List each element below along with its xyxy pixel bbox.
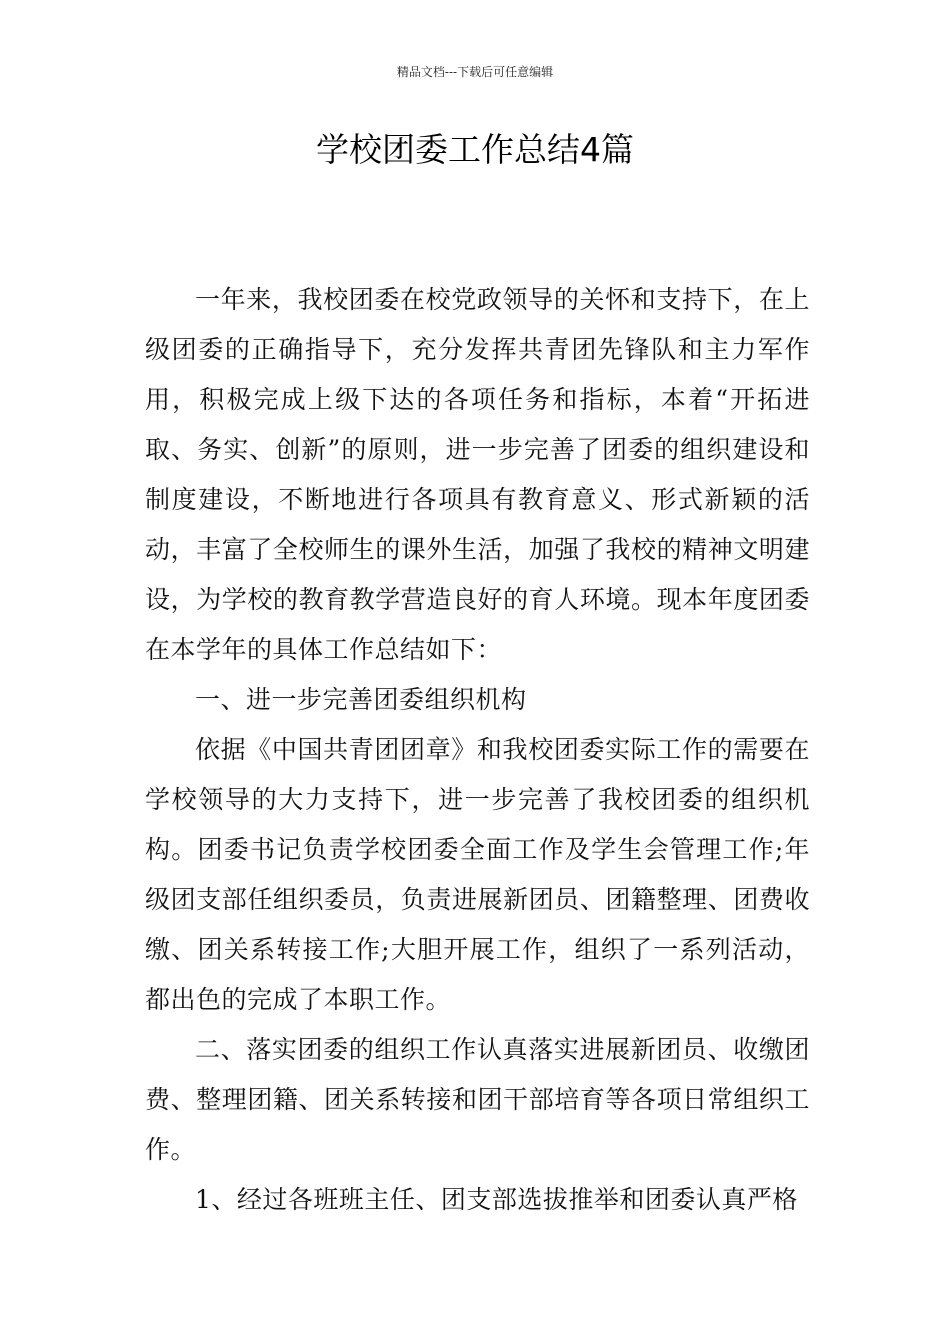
paragraph-intro: 一年来，我校团委在校党政领导的关怀和支持下，在上级团委的正确指导下，充分发挥共青团先锋队和主力军作用，积极完成上级下达的各项任务和指标，本着“开拓进取、务实、创新”的原则，进一步完善了团委的组织建设和制度建设，不断地进行各项具有教育意义、形式新颖的活动，丰富了全校师生的课外生活，加强了我校的精神文明建设，为学校的教育教学营造良好的育人环境。现本年度团委在本学年的具体工作总结如下： bbox=[145, 285, 810, 664]
document-body bbox=[145, 275, 810, 1225]
header-note: 精品文档---下载后可任意编辑 bbox=[396, 65, 554, 79]
paragraph-item-1: 1、经过各班班主任、团支部选拔推举和团委认真严格 bbox=[195, 1185, 798, 1214]
page-title: 学校团委工作总结4篇 bbox=[316, 130, 634, 169]
paragraph-section-2: 二、落实团委的组织工作认真落实进展新团员、收缴团费、整理团籍、团关系转接和团干部培育等各项日常组织工作。 bbox=[145, 1035, 810, 1164]
paragraph-section-1-heading: 一、进一步完善团委组织机构 bbox=[195, 685, 527, 714]
paragraph-section-1-body: 依据《中国共青团团章》和我校团委实际工作的需要在学校领导的大力支持下，进一步完善了我校团委的组织机构。团委书记负责学校团委全面工作及学生会管理工作;年级团支部任组织委员，负责进展新团员、团籍整理、团费收缴、团关系转接工作;大胆开展工作，组织了一系列活动，都出色的完成了本职工作。 bbox=[145, 735, 810, 1014]
